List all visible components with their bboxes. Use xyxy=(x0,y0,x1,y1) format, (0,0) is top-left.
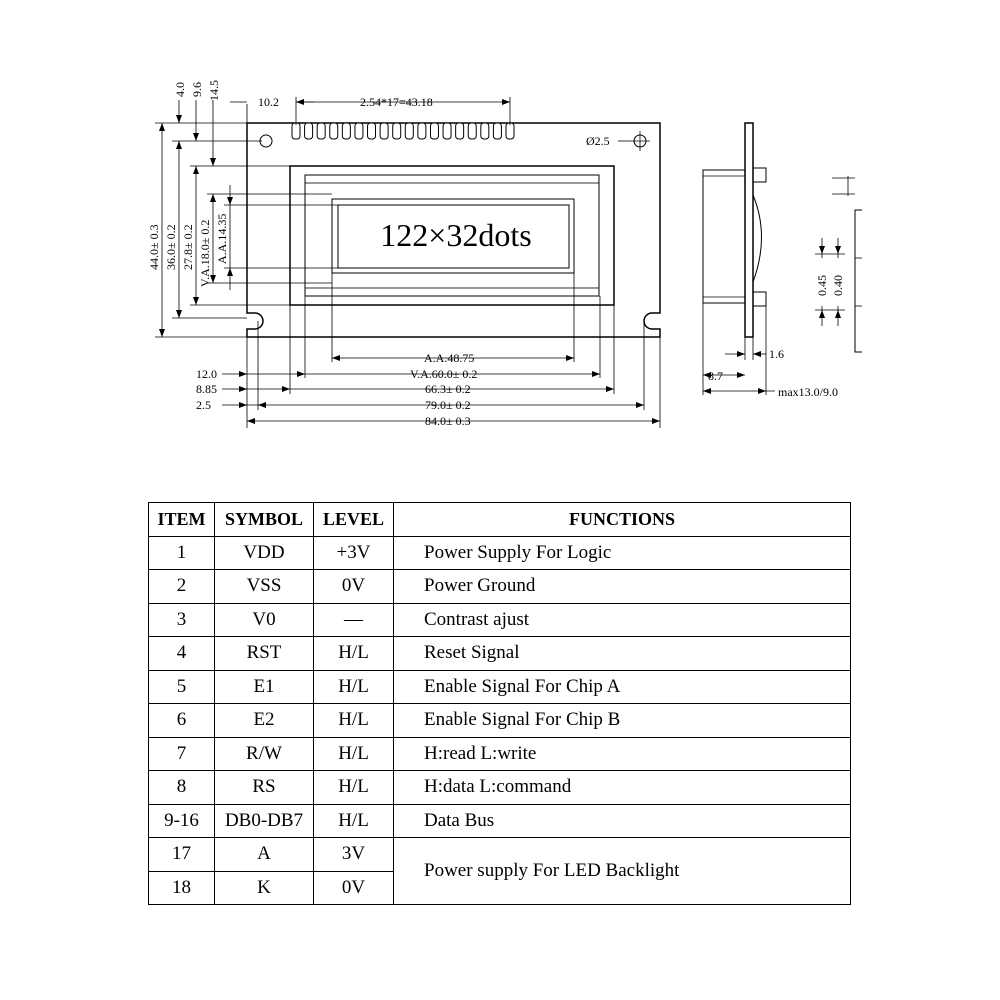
display-label: 122×32dots xyxy=(380,217,532,253)
connector-pin xyxy=(405,123,413,139)
mechanical-drawing xyxy=(0,0,1000,480)
table-row xyxy=(149,536,851,570)
hole-diameter-dim: Ø2.5 xyxy=(586,134,610,148)
cell-function: Power supply For LED Backlight xyxy=(394,838,851,905)
cell-level: H/L xyxy=(314,704,394,738)
cell-level: 3V xyxy=(314,838,394,872)
pin-offset-dim: 10.2 xyxy=(258,95,279,109)
table-row xyxy=(149,737,851,771)
dim-left-25: 2.5 xyxy=(196,398,211,412)
connector-pin xyxy=(368,123,376,139)
cell-function: Power Supply For Logic xyxy=(394,536,851,570)
bezel-top-strip xyxy=(305,175,599,183)
table-row xyxy=(149,771,851,805)
dim-va-height: V.A.18.0± 0.2 xyxy=(198,219,212,287)
cell-level: 0V xyxy=(314,871,394,905)
cell-function: Enable Signal For Chip B xyxy=(394,704,851,738)
cell-level: 0V xyxy=(314,570,394,604)
bezel-bottom-strip xyxy=(305,288,599,296)
pin-detail xyxy=(815,176,862,352)
pin-pitch-dim: 2.54*17=43.18 xyxy=(360,95,433,109)
cell-symbol: A xyxy=(215,838,314,872)
cell-symbol: K xyxy=(215,871,314,905)
cell-item: 2 xyxy=(149,570,215,604)
cell-function: Reset Signal xyxy=(394,637,851,671)
cell-item: 5 xyxy=(149,670,215,704)
dim-depth: 8.7 xyxy=(708,369,723,383)
table-header-row xyxy=(149,503,851,537)
dim-4-0: 4.0 xyxy=(173,82,187,97)
cell-level: H/L xyxy=(314,637,394,671)
cell-symbol: E2 xyxy=(215,704,314,738)
cell-item: 8 xyxy=(149,771,215,805)
connector-pin xyxy=(443,123,451,139)
cell-symbol: E1 xyxy=(215,670,314,704)
header-item: ITEM xyxy=(149,503,215,537)
cell-item: 9-16 xyxy=(149,804,215,838)
cell-symbol: RS xyxy=(215,771,314,805)
left-dimensions xyxy=(147,80,338,337)
connector-pin xyxy=(430,123,438,139)
table-row xyxy=(149,570,851,604)
connector-pin xyxy=(342,123,350,139)
cell-symbol: R/W xyxy=(215,737,314,771)
dim-9-6: 9.6 xyxy=(190,82,204,97)
dim-045: 0.45 xyxy=(815,275,829,296)
cell-item: 6 xyxy=(149,704,215,738)
cell-item: 18 xyxy=(149,871,215,905)
cell-symbol: VDD xyxy=(215,536,314,570)
table-row xyxy=(149,603,851,637)
dim-aa-height: A.A.14.35 xyxy=(215,213,229,264)
header-functions: FUNCTIONS xyxy=(394,503,851,537)
cell-item: 4 xyxy=(149,637,215,671)
dim-hole-pitch: 79.0± 0.2 xyxy=(425,398,471,412)
table-row xyxy=(149,637,851,671)
cell-item: 1 xyxy=(149,536,215,570)
cell-function: H:read L:write xyxy=(394,737,851,771)
connector-pin xyxy=(292,123,300,139)
cell-level: — xyxy=(314,603,394,637)
table-row xyxy=(149,704,851,738)
cell-item: 3 xyxy=(149,603,215,637)
cell-item: 17 xyxy=(149,838,215,872)
dim-height-bezel: 27.8± 0.2 xyxy=(181,224,195,270)
connector-pin xyxy=(418,123,426,139)
dim-left-885: 8.85 xyxy=(196,382,217,396)
dim-height-inner: 36.0± 0.2 xyxy=(164,224,178,270)
cell-symbol: V0 xyxy=(215,603,314,637)
cell-function: H:data L:command xyxy=(394,771,851,805)
dim-va-width: V.A.60.0± 0.2 xyxy=(410,367,478,381)
cell-function: Power Ground xyxy=(394,570,851,604)
cell-function: Data Bus xyxy=(394,804,851,838)
top-dimensions xyxy=(230,95,630,148)
cell-level: H/L xyxy=(314,670,394,704)
connector-pin xyxy=(506,123,514,139)
cell-level: +3V xyxy=(314,536,394,570)
cell-function: Contrast ajust xyxy=(394,603,851,637)
header-level: LEVEL xyxy=(314,503,394,537)
dim-040: 0.40 xyxy=(831,275,845,296)
cell-symbol: DB0-DB7 xyxy=(215,804,314,838)
dim-14-5: 14.5 xyxy=(207,80,221,101)
cell-level: H/L xyxy=(314,737,394,771)
cell-symbol: VSS xyxy=(215,570,314,604)
dim-pcb-thickness: 1.6 xyxy=(769,347,784,361)
connector-pin xyxy=(330,123,338,139)
dim-max: max13.0/9.0 xyxy=(778,385,838,399)
connector-pin xyxy=(393,123,401,139)
connector-pin xyxy=(305,123,313,139)
side-view xyxy=(703,123,838,399)
dim-left-12: 12.0 xyxy=(196,367,217,381)
header-symbol: SYMBOL xyxy=(215,503,314,537)
table-row xyxy=(149,838,851,872)
connector-pin xyxy=(317,123,325,139)
dim-total-width: 84.0± 0.3 xyxy=(425,414,471,428)
cell-level: H/L xyxy=(314,771,394,805)
cell-symbol: RST xyxy=(215,637,314,671)
connector-pins xyxy=(292,123,514,139)
connector-pin xyxy=(468,123,476,139)
cell-function: Enable Signal For Chip A xyxy=(394,670,851,704)
cell-level: H/L xyxy=(314,804,394,838)
dim-bezel-width: 66.3± 0.2 xyxy=(425,382,471,396)
connector-pin xyxy=(380,123,388,139)
dim-aa-width: A.A.48.75 xyxy=(424,351,475,365)
connector-pin xyxy=(493,123,501,139)
table-row xyxy=(149,804,851,838)
cell-item: 7 xyxy=(149,737,215,771)
pin-function-table xyxy=(148,502,851,905)
table-body xyxy=(149,536,851,905)
connector-pin xyxy=(481,123,489,139)
dim-height-total: 44.0± 0.3 xyxy=(147,224,161,270)
connector-pin xyxy=(355,123,363,139)
mounting-hole-crosshair xyxy=(630,131,650,151)
connector-pin xyxy=(456,123,464,139)
table-row xyxy=(149,670,851,704)
